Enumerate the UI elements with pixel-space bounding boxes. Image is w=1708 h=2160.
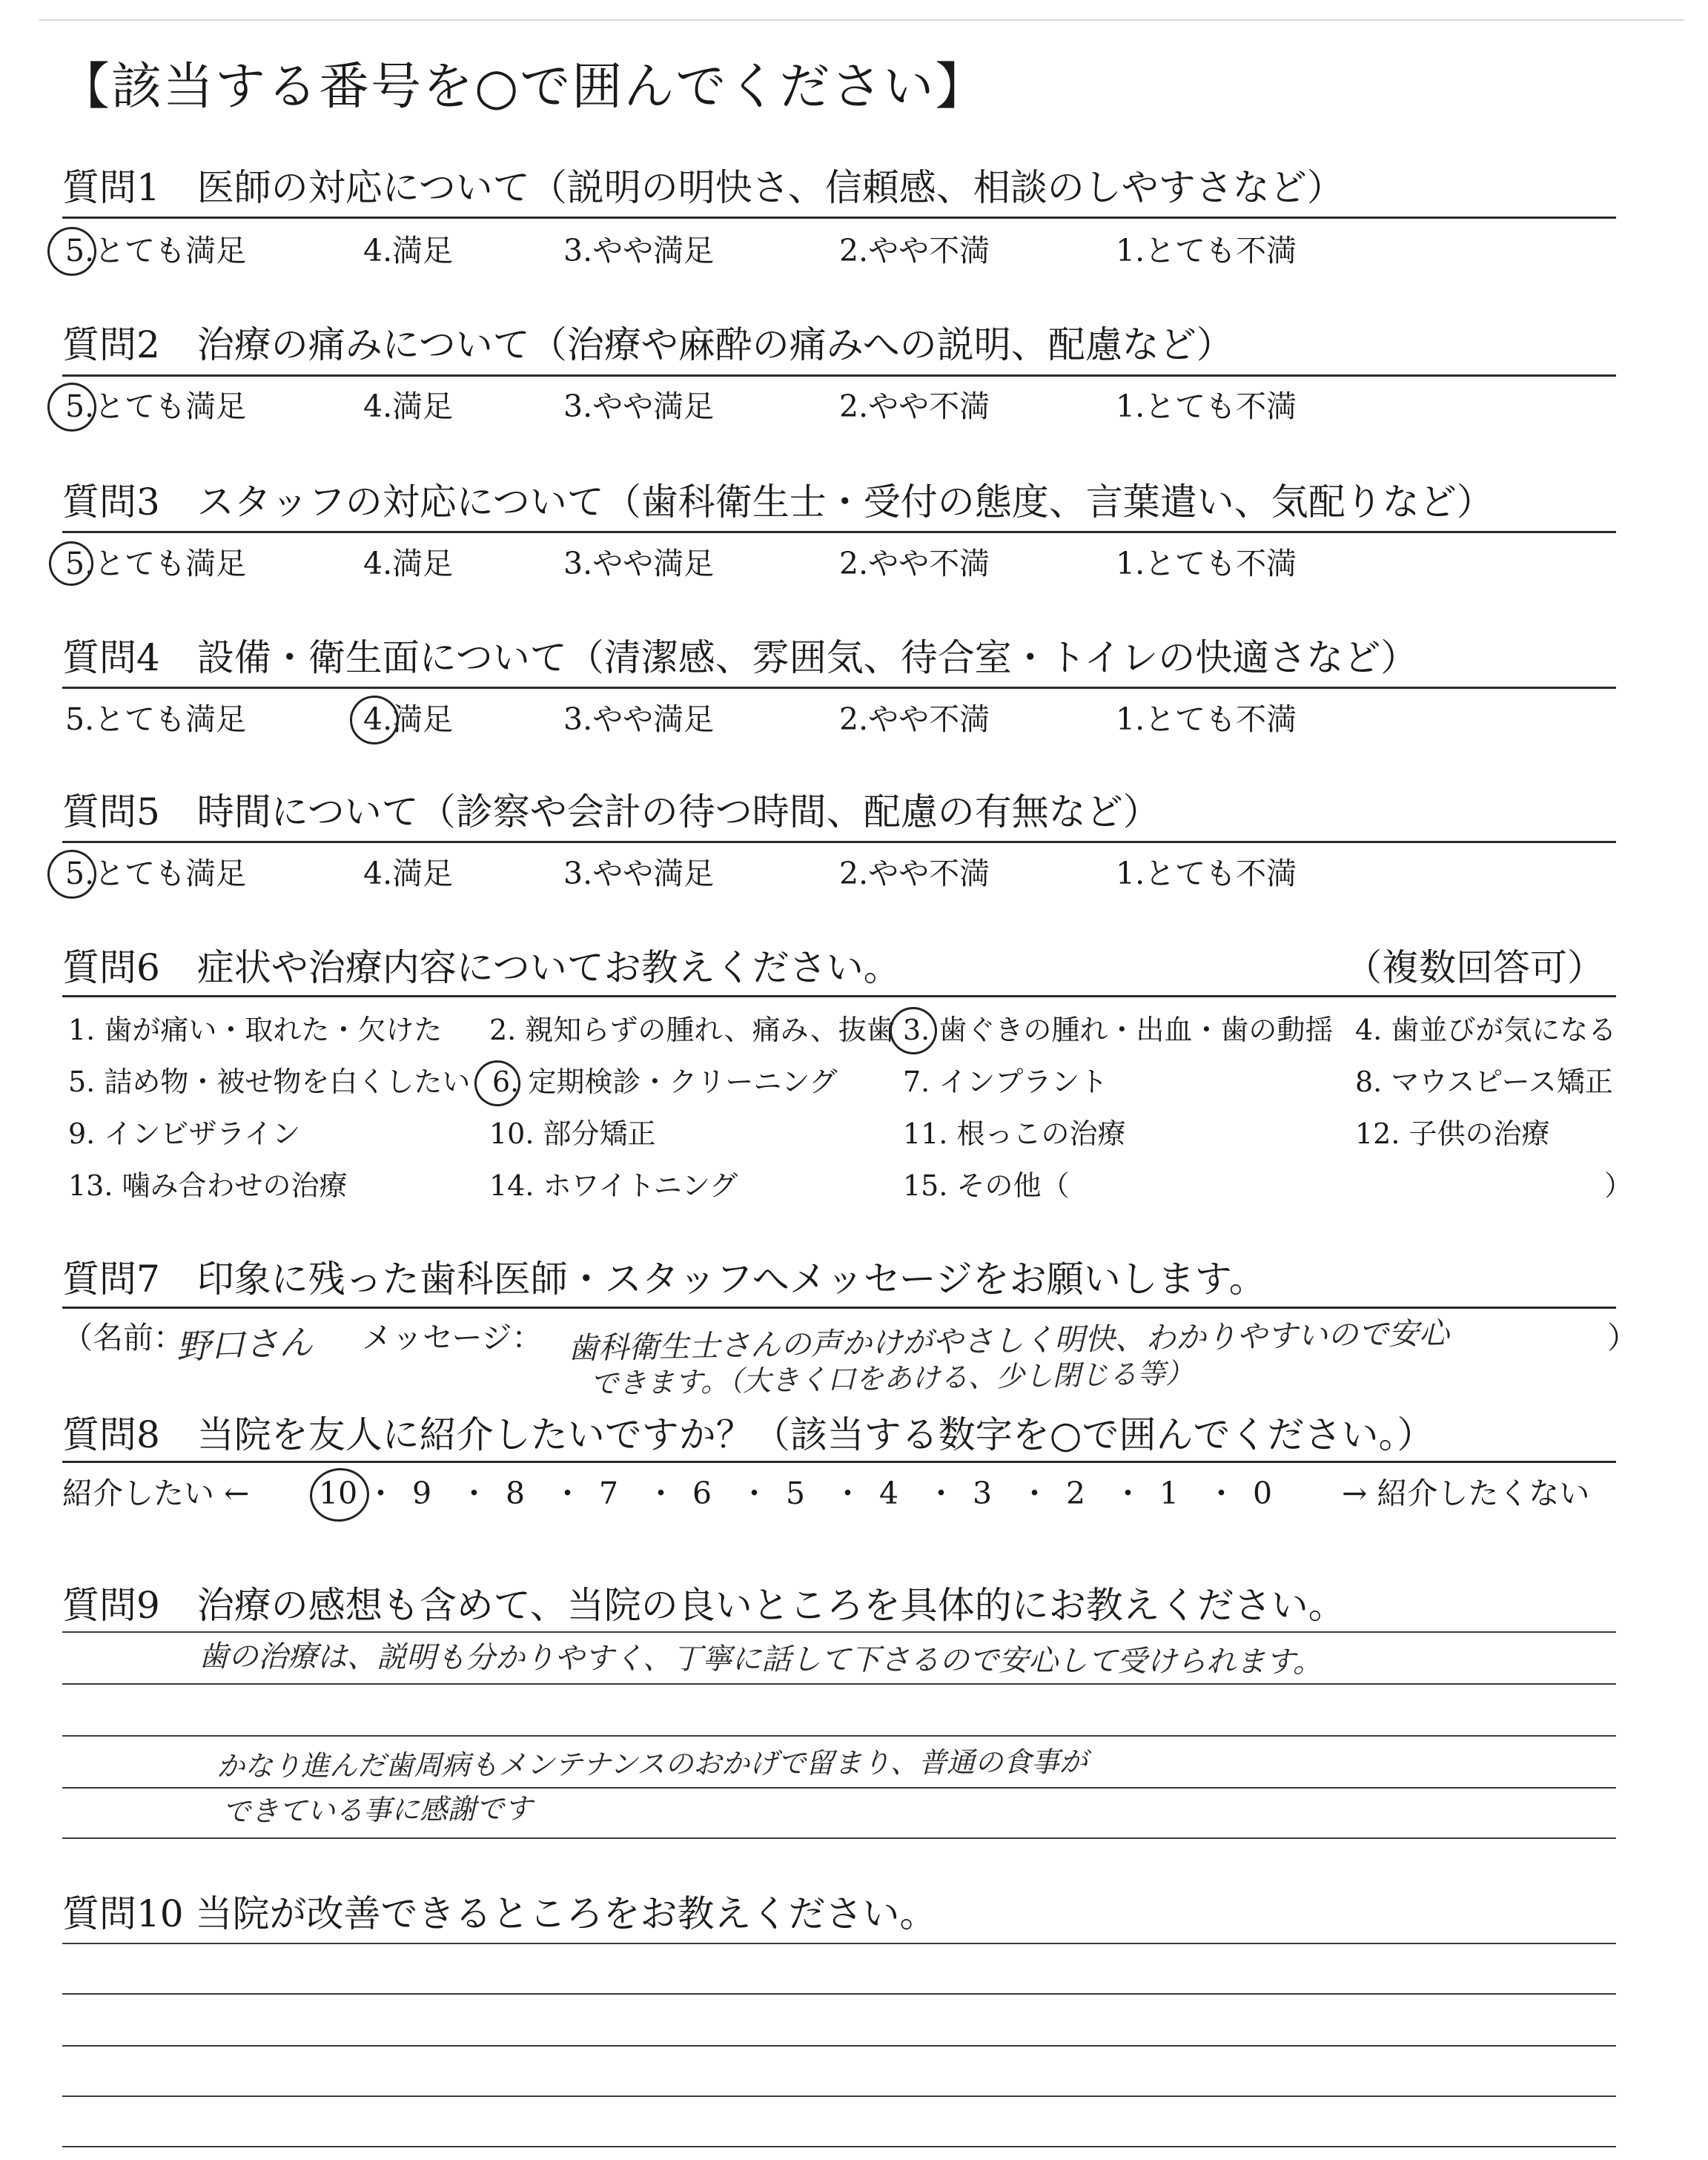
q5-rule	[62, 841, 1616, 843]
q10-line-4	[62, 2095, 1616, 2097]
q10-line-3	[62, 2045, 1616, 2047]
q6-item-2[interactable]: 2. 親知らずの腫れ、痛み、抜歯	[489, 1014, 895, 1046]
q7-message-handwritten-line2: できます。（大きく口をあける、少し閉じる等）	[589, 1356, 1194, 1401]
q1-option-1[interactable]: 1.とても不満	[1116, 233, 1297, 268]
q8-rule	[62, 1461, 1616, 1463]
q5-option-3[interactable]: 3.やや満足	[563, 856, 715, 891]
q6-item-11[interactable]: 11. 根っこの治療	[903, 1117, 1126, 1150]
q7-name-handwritten: 野口さん	[176, 1321, 314, 1367]
q6-item-1[interactable]: 1. 歯が痛い・取れた・欠けた	[68, 1014, 443, 1046]
q8-scale-1[interactable]: 1	[1159, 1476, 1179, 1511]
q7-message-handwritten-line1: 歯科衛生士さんの声かけがやさしく明快、わかりやすいので安心	[567, 1315, 1450, 1367]
q9-line-4	[62, 1787, 1616, 1789]
q4-option-4[interactable]: 4.満足	[363, 701, 454, 737]
q3-option-4[interactable]: 4.満足	[363, 546, 454, 581]
q7-name-label: （名前：	[62, 1320, 184, 1355]
q6-multiple-answer-tag: （複数回答可）	[1345, 946, 1604, 989]
q6-item-3-selection-circle	[887, 1004, 940, 1057]
q9-answer-handwritten-line1: 歯の治療は、説明も分かりやすく、丁寧に話して下さるので安心して受けられます。	[198, 1639, 1323, 1680]
q6-item-12[interactable]: 12. 子供の治療	[1355, 1117, 1550, 1150]
q8-scale-separator: ・	[552, 1476, 583, 1511]
q8-scale-separator: ・	[926, 1476, 956, 1511]
q8-scale-4[interactable]: 4	[879, 1476, 899, 1511]
q3-option-3[interactable]: 3.やや満足	[563, 546, 715, 581]
q8-scale-7[interactable]: 7	[599, 1476, 619, 1511]
q6-item-6[interactable]: 6. 定期検診・クリーニング	[492, 1066, 838, 1098]
q2-option-1[interactable]: 1.とても不満	[1116, 389, 1297, 424]
q8-scale-3[interactable]: 3	[973, 1476, 993, 1511]
q5-option-2[interactable]: 2.やや不満	[839, 856, 990, 891]
q9-line-5	[62, 1837, 1616, 1839]
q4-option-1[interactable]: 1.とても不満	[1116, 701, 1297, 737]
q8-scale-separator: ・	[1113, 1476, 1143, 1511]
q8-scale-separator: ・	[1019, 1476, 1050, 1511]
q2-option-2[interactable]: 2.やや不満	[839, 389, 990, 424]
q8-scale-5[interactable]: 5	[786, 1476, 806, 1511]
q2-option-4[interactable]: 4.満足	[363, 389, 454, 424]
q8-scale-separator: ・	[833, 1476, 863, 1511]
q6-item-15[interactable]: 15. その他（	[903, 1169, 1070, 1202]
q3-rule	[62, 531, 1616, 533]
q7-close-paren: ）	[1607, 1320, 1638, 1355]
q8-scale-8[interactable]: 8	[506, 1476, 526, 1511]
q8-selection-circle	[306, 1464, 372, 1525]
q3-option-5[interactable]: 5.とても満足	[65, 546, 247, 581]
q8-scale-6[interactable]: 6	[692, 1476, 712, 1511]
q8-scale-0[interactable]: 0	[1253, 1476, 1273, 1511]
q1-selection-circle	[44, 224, 100, 280]
q7-title: 質問7 印象に残った歯科医師・スタッフへメッセージをお願いします。	[62, 1258, 1266, 1301]
q5-selection-circle	[44, 847, 100, 902]
q8-left-label: 紹介したい ←	[62, 1476, 250, 1511]
q2-rule	[62, 374, 1616, 377]
q9-line-1	[62, 1631, 1616, 1633]
top-edge-rule	[39, 19, 1684, 21]
q6-item-10[interactable]: 10. 部分矯正	[489, 1117, 656, 1150]
q8-scale-separator: ・	[739, 1476, 769, 1511]
q8-scale-9[interactable]: 9	[412, 1476, 432, 1511]
q5-title: 質問5 時間について（診察や会計の待つ時間、配慮の有無など）	[62, 790, 1160, 833]
q9-answer-handwritten-line3: できている事に感謝です	[222, 1791, 533, 1829]
q5-option-5[interactable]: 5.とても満足	[65, 856, 247, 891]
q6-item-14[interactable]: 14. ホワイトニング	[489, 1169, 738, 1202]
q6-item-9[interactable]: 9. インビザライン	[68, 1117, 301, 1150]
q8-right-label: → 紹介したくない	[1342, 1476, 1590, 1511]
q1-option-5[interactable]: 5.とても満足	[65, 233, 247, 268]
q1-option-4[interactable]: 4.満足	[363, 233, 454, 268]
q3-option-2[interactable]: 2.やや不満	[839, 546, 990, 581]
q4-selection-circle	[347, 693, 403, 748]
q3-option-1[interactable]: 1.とても不満	[1116, 546, 1297, 581]
q4-title: 質問4 設備・衛生面について（清潔感、雰囲気、待合室・トイレの快適さなど）	[62, 636, 1418, 679]
q2-selection-circle	[44, 380, 100, 435]
q6-item-4[interactable]: 4. 歯並びが気になる	[1355, 1014, 1617, 1046]
q6-item-7[interactable]: 7. インプラント	[903, 1066, 1108, 1098]
q2-option-5[interactable]: 5.とても満足	[65, 389, 247, 424]
q1-title: 質問1 医師の対応について（説明の明快さ、信頼感、相談のしやすさなど）	[62, 166, 1344, 209]
q8-scale-separator: ・	[646, 1476, 676, 1511]
q7-rule	[62, 1307, 1616, 1309]
q8-title: 質問8 当院を友人に紹介したいですか？（該当する数字を○で囲んでください。）	[62, 1413, 1434, 1456]
q9-line-3	[62, 1735, 1616, 1737]
q5-option-4[interactable]: 4.満足	[363, 856, 454, 891]
q1-option-2[interactable]: 2.やや不満	[839, 233, 990, 268]
q4-option-3[interactable]: 3.やや満足	[563, 701, 715, 737]
instruction-header: 【該当する番号を○で囲んでください】	[59, 58, 987, 116]
q6-item-15-close-paren: ）	[1604, 1169, 1633, 1202]
q9-answer-handwritten-line2: かなり進んだ歯周病もメンテナンスのおかげで留まり、普通の食事が	[216, 1745, 1088, 1783]
q9-line-2	[62, 1683, 1616, 1685]
q8-scale-2[interactable]: 2	[1066, 1476, 1086, 1511]
q8-scale-10[interactable]: 10	[319, 1476, 358, 1511]
q1-rule	[62, 217, 1616, 219]
q8-scale-separator: ・	[1206, 1476, 1237, 1511]
q4-option-2[interactable]: 2.やや不満	[839, 701, 990, 737]
q1-option-3[interactable]: 3.やや満足	[563, 233, 715, 268]
q8-scale-separator: ・	[365, 1476, 396, 1511]
q6-item-5[interactable]: 5. 詰め物・被せ物を白くしたい	[68, 1066, 471, 1098]
q6-item-3[interactable]: 3. 歯ぐきの腫れ・出血・歯の動揺	[903, 1014, 1334, 1046]
q6-item-13[interactable]: 13. 噛み合わせの治療	[68, 1169, 348, 1202]
q2-title: 質問2 治療の痛みについて（治療や麻酔の痛みへの説明、配慮など）	[62, 323, 1234, 366]
q6-title: 質問6 症状や治療内容についてお教えください。	[62, 946, 901, 989]
q4-option-5[interactable]: 5.とても満足	[65, 701, 247, 737]
q10-title: 質問10 当院が改善できるところをお教えください。	[62, 1892, 937, 1935]
q5-option-1[interactable]: 1.とても不満	[1116, 856, 1297, 891]
q3-title: 質問3 スタッフの対応について（歯科衛生士・受付の態度、言葉遣い、気配りなど）	[62, 480, 1494, 524]
q6-rule	[62, 995, 1616, 997]
q10-line-1	[62, 1943, 1616, 1944]
q7-message-label: メッセージ：	[362, 1320, 543, 1355]
q10-line-2	[62, 1993, 1616, 1995]
q6-item-8[interactable]: 8. マウスピース矯正	[1355, 1066, 1613, 1098]
q4-rule	[62, 687, 1616, 689]
q2-option-3[interactable]: 3.やや満足	[563, 389, 715, 424]
q9-title: 質問9 治療の感想も含めて、当院の良いところを具体的にお教えください。	[62, 1584, 1345, 1627]
q8-scale-separator: ・	[459, 1476, 489, 1511]
q8-recommendation-scale	[319, 1476, 1297, 1516]
q10-line-5	[62, 2146, 1616, 2147]
